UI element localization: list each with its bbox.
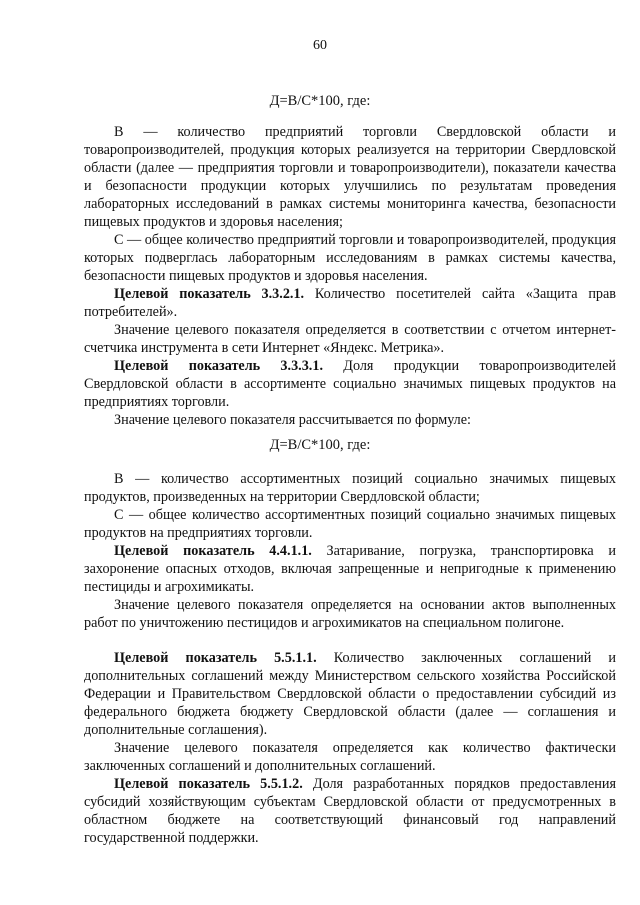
indicator-text: Доля разработанных порядков предоставления субсидий хозяйствующим субъектам Свердловской области от предусмотренных в областном бюджете на соответствующий финансовый год направлений государственной поддержки. — [84, 776, 617, 846]
indicator-label: Целевой показатель 5.5.1.2. — [114, 776, 303, 792]
indicator-label: Целевой показатель 5.5.1.1. — [114, 650, 317, 666]
indicator-text: Количество заключенных соглашений и дополнительных соглашений между Министерством сельского хозяйства Российской Федерации и Правительством Свердловской области о предоставлении субсидий из федерального бюджета бюджету Свердловской области (далее — соглашения и дополнительные соглашения). — [84, 650, 616, 738]
formula-2: Д=В/С*100, где: — [269, 437, 371, 453]
indicator-text: Затаривание, погрузка, транспортировка и захоронение опасных отходов, включая запрещенные и непригодные к применению пестициды и агрохимикаты. — [84, 543, 616, 595]
indicator-label: Целевой показатель 3.3.2.1. — [114, 286, 305, 302]
indicator-text: Количество посетителей сайта «Защита прав потребителей». — [84, 286, 616, 320]
paragraph-indicator-5-5-1-2 — [84, 775, 616, 847]
indicator-label: Целевой показатель 3.3.3.1. — [114, 358, 323, 374]
indicator-label: Целевой показатель 4.4.1.1. — [114, 543, 312, 559]
paragraph-c-definition-2: С — общее количество ассортиментных позиций социально значимых пищевых продуктов на предприятиях торговли. — [84, 507, 616, 541]
paragraph-formula-intro: Значение целевого показателя рассчитывается по формуле: — [114, 412, 471, 428]
indicator-text: Доля продукции товаропроизводителей Свердловской области в ассортименте социально значимых пищевых продуктов на предприятиях торговли. — [84, 358, 616, 410]
paragraph-b-definition-2: В — количество ассортиментных позиций социально значимых пищевых продуктов, произведенных на территории Свердловской области; — [84, 471, 616, 505]
paragraph-value-source-2: Значение целевого показателя определяется на основании актов выполненных работ по уничтожению пестицидов и агрохимикатов на специальном полигоне. — [84, 597, 616, 631]
paragraph-indicator-3-3-3-1 — [84, 357, 616, 411]
page-number: 60 — [313, 38, 327, 53]
paragraph-indicator-5-5-1-1 — [84, 649, 616, 739]
paragraph-b-definition-1: В — количество предприятий торговли Свердловской области и товаропроизводителей, продукция которых реализуется на территории Свердловской области (далее — предприятия торговли и товаропроизводители), показатели качества и безопасности продукции которых улучшились по результатам проведения лабораторных исследований в рамках системы мониторинга качества, безопасности пищевых продуктов и здоровья населения; — [84, 124, 616, 230]
paragraph-value-source-3: Значение целевого показателя определяется как количество фактически заключенных соглашений и дополнительных соглашений. — [84, 740, 616, 774]
paragraph-indicator-3-3-2-1 — [84, 285, 616, 321]
formula-1: Д=В/С*100, где: — [269, 93, 371, 109]
paragraph-indicator-4-4-1-1 — [84, 542, 616, 596]
paragraph-value-source-1: Значение целевого показателя определяется в соответствии с отчетом интернет-счетчика инструмента в сети Интернет «Яндекс. Метрика». — [84, 322, 616, 356]
paragraph-c-definition-1: С — общее количество предприятий торговли и товаропроизводителей, продукция которых подверглась лабораторным исследованиям в рамках системы качества, безопасности пищевых продуктов и здоровья населения. — [84, 232, 616, 284]
